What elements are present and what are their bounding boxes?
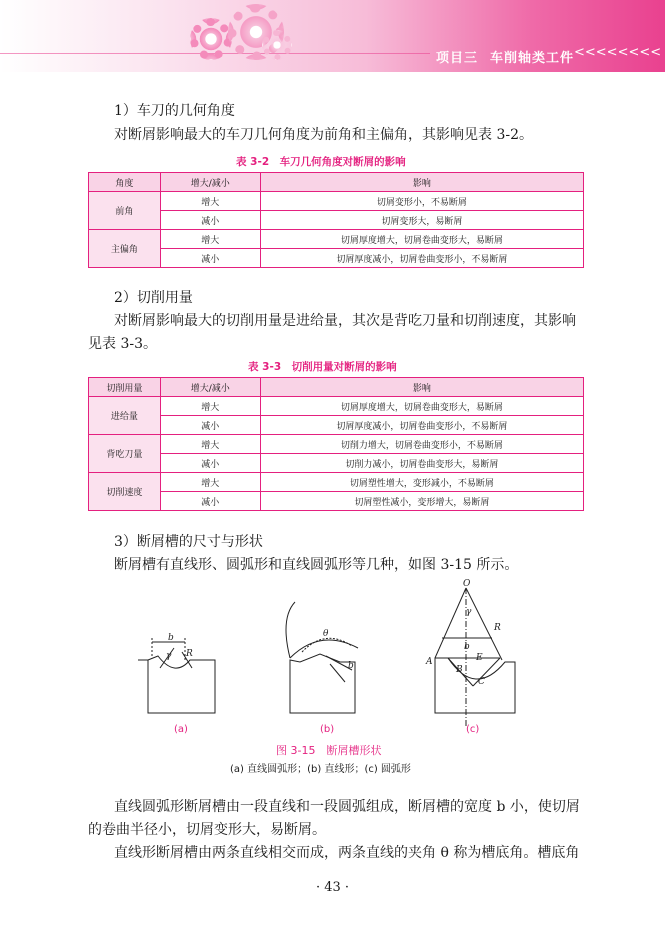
subfigure-label: (c) xyxy=(466,724,480,735)
group-cell: 主偏角 xyxy=(89,230,161,268)
table-row xyxy=(89,435,584,454)
effect-cell: 切屑厚度增大，切屑卷曲变形大，易断屑 xyxy=(260,230,583,249)
group-cell: 进给量 xyxy=(89,397,161,435)
paragraph: 直线形断屑槽由两条直线相交而成，两条直线的夹角 θ 称为槽底角。槽底角 xyxy=(114,845,580,861)
group-cell: 前角 xyxy=(89,192,161,230)
chevron-left-icon: <<<<<<<< xyxy=(574,45,662,60)
table-row xyxy=(89,249,584,268)
label-b: b xyxy=(168,633,174,643)
figure-subcaption: (a) 直线圆弧形；(b) 直线形；(c) 圆弧形 xyxy=(230,764,411,775)
label-b: b xyxy=(348,661,354,671)
table-header-row xyxy=(89,173,584,192)
table-row xyxy=(89,397,584,416)
paragraph: 见表 3-3。 xyxy=(88,336,157,352)
paragraph: 断屑槽有直线形、圆弧形和直线圆弧形等几种，如图 3-15 所示。 xyxy=(114,557,519,573)
change-cell: 减小 xyxy=(160,416,260,435)
label-theta: θ xyxy=(323,629,329,639)
effect-cell: 切屑厚度减小，切屑卷曲变形小，不易断屑 xyxy=(260,416,583,435)
label-O: O xyxy=(463,579,471,589)
header-cell: 切削用量 xyxy=(89,378,161,397)
label-B: B xyxy=(456,665,463,675)
table-row xyxy=(89,416,584,435)
label-R: R xyxy=(186,649,193,659)
table-cutting-params xyxy=(88,377,584,511)
change-cell: 增大 xyxy=(160,230,260,249)
change-cell: 增大 xyxy=(160,473,260,492)
section-heading: 1）车刀的几何角度 xyxy=(114,103,235,119)
effect-cell: 切削力增大，切屑卷曲变形小，不易断屑 xyxy=(260,435,583,454)
paragraph: 对断屑影响最大的切削用量是进给量，其次是背吃刀量和切削速度，其影响 xyxy=(114,313,576,329)
paragraph: 对断屑影响最大的车刀几何角度为前角和主偏角，其影响见表 3-2。 xyxy=(114,127,533,143)
change-cell: 减小 xyxy=(160,492,260,511)
gear-icon xyxy=(190,18,232,60)
group-cell: 切削速度 xyxy=(89,473,161,511)
table-row xyxy=(89,492,584,511)
label-gamma: γ xyxy=(166,651,172,661)
effect-cell: 切屑厚度减小，切屑卷曲变形小，不易断屑 xyxy=(260,249,583,268)
table-row xyxy=(89,454,584,473)
effect-cell: 切屑塑性减小，变形增大，易断屑 xyxy=(260,492,583,511)
effect-cell: 切削力减小，切屑卷曲变形大，易断屑 xyxy=(260,454,583,473)
change-cell: 增大 xyxy=(160,397,260,416)
label-C: C xyxy=(478,677,485,687)
group-cell: 背吃刀量 xyxy=(89,435,161,473)
figure-caption: 图 3-15 断屑槽形状 xyxy=(276,744,382,757)
label-b: b xyxy=(464,642,470,652)
label-A: A xyxy=(426,657,433,667)
section-heading: 2）切削用量 xyxy=(114,290,193,306)
label-E: E xyxy=(476,653,483,663)
page-number: · 43 · xyxy=(315,880,350,895)
effect-cell: 切屑厚度增大，切屑卷曲变形大，易断屑 xyxy=(260,397,583,416)
table-angle-effect xyxy=(88,172,584,268)
effect-cell: 切屑变形大，易断屑 xyxy=(260,211,583,230)
figure-chip-breaker xyxy=(130,578,530,740)
table-row xyxy=(89,211,584,230)
section-heading: 3）断屑槽的尺寸与形状 xyxy=(114,534,263,550)
change-cell: 增大 xyxy=(160,435,260,454)
table-caption: 表 3-3 切削用量对断屑的影响 xyxy=(248,361,397,373)
chapter-title xyxy=(436,47,574,66)
label-gamma: γ xyxy=(466,607,472,617)
subfigure-label: (a) xyxy=(174,724,188,735)
header-cell: 增大/减小 xyxy=(160,378,260,397)
figure-drawing xyxy=(130,578,530,740)
change-cell: 减小 xyxy=(160,211,260,230)
change-cell: 减小 xyxy=(160,454,260,473)
table-row xyxy=(89,230,584,249)
table-caption: 表 3-2 车刀几何角度对断屑的影响 xyxy=(236,156,406,168)
gear-icon xyxy=(262,30,292,60)
header-cell: 影响 xyxy=(260,378,583,397)
change-cell: 增大 xyxy=(160,192,260,211)
paragraph: 的卷曲半径小，切屑变形大，易断屑。 xyxy=(88,822,326,838)
table-header-row xyxy=(89,378,584,397)
table-row xyxy=(89,192,584,211)
paragraph: 直线圆弧形断屑槽由一段直线和一段圆弧组成，断屑槽的宽度 b 小，使切屑 xyxy=(114,799,580,815)
table-row xyxy=(89,473,584,492)
subfigure-label: (b) xyxy=(320,724,335,735)
page-header xyxy=(0,0,665,72)
header-cell: 影响 xyxy=(260,173,583,192)
header-cell: 角度 xyxy=(89,173,161,192)
change-cell: 减小 xyxy=(160,249,260,268)
project-label: 项目三 xyxy=(436,51,479,66)
effect-cell: 切屑塑性增大，变形减小，不易断屑 xyxy=(260,473,583,492)
effect-cell: 切屑变形小，不易断屑 xyxy=(260,192,583,211)
chapter-name: 车削轴类工件 xyxy=(490,51,575,66)
header-cell: 增大/减小 xyxy=(160,173,260,192)
label-R: R xyxy=(494,623,501,633)
